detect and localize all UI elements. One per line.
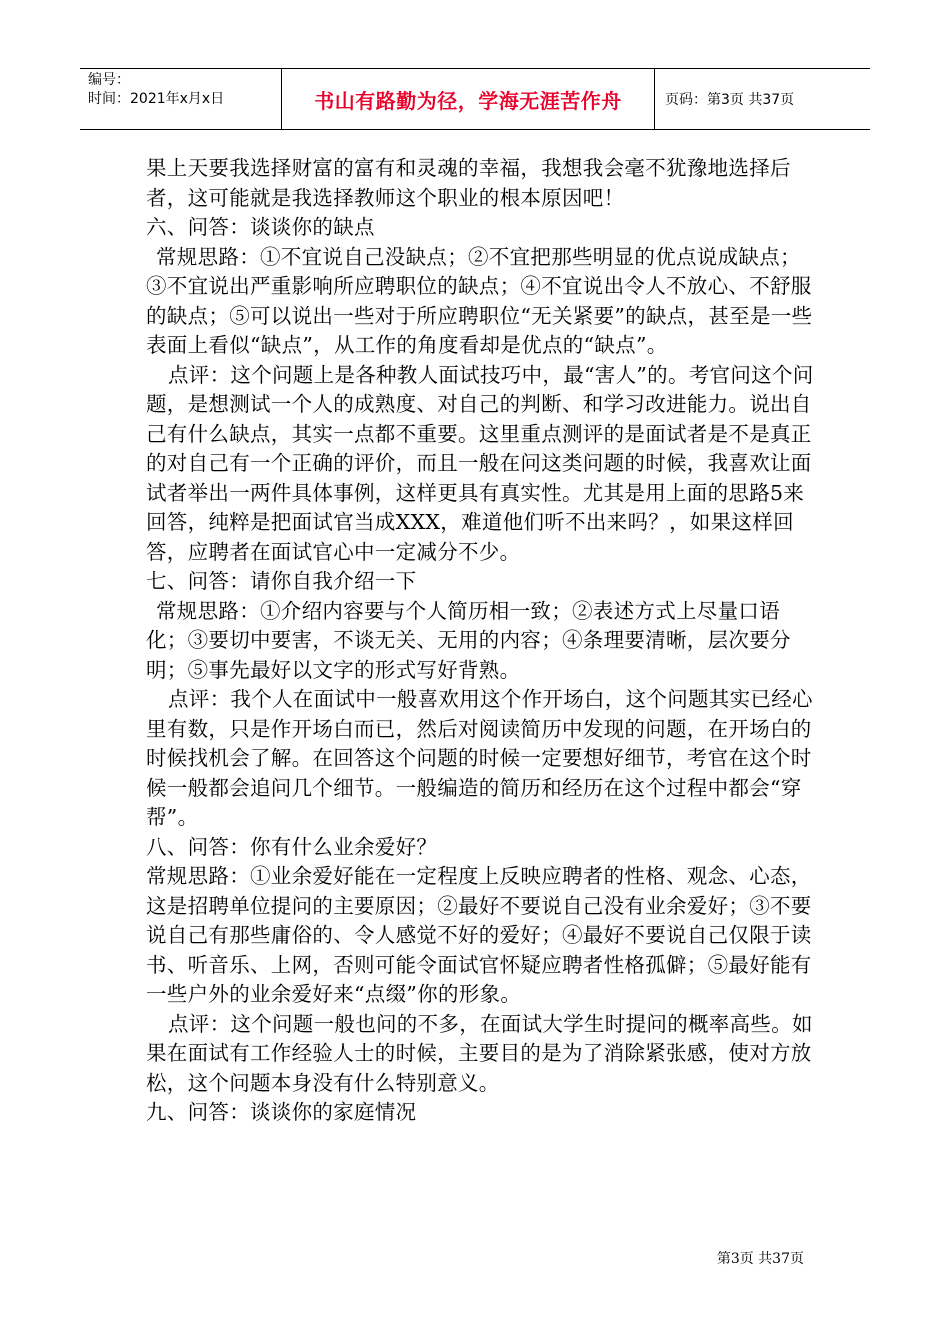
- section-heading: 七、问答：请你自我介绍一下: [146, 569, 417, 593]
- section-heading: 六、问答：谈谈你的缺点: [146, 215, 375, 239]
- time-label: 时间：2021年x月x日: [88, 91, 225, 107]
- paragraph: 常规思路：①不宜说自己没缺点；②不宜把那些明显的优点说成缺点；③不宜说出严重影响所应聘职位的缺点；④不宜说出令人不放心、不舒服的缺点；⑤可以说出一些对于所应聘职位“无关紧要”的缺点，甚至是一些表面上看似“缺点”，从工作的角度看却是优点的“缺点”。: [146, 244, 813, 357]
- paragraph: 常规思路：①介绍内容要与个人简历相一致；②表述方式上尽量口语化；③要切中要害，不谈无关、无用的内容；④条理要清晰，层次要分明；⑤事先最好以文字的形式写好背熟。: [146, 598, 791, 682]
- document-body: [146, 154, 814, 1128]
- number-label: 编号：: [88, 72, 130, 88]
- header-meta: [80, 69, 282, 129]
- paragraph: 点评：这个问题上是各种教人面试技巧中，最“害人”的。考官问这个问题，是想测试一个人的成熟度、对自己的判断、和学习改进能力。说出自己有什么缺点，其实一点都不重要。这里重点测评的是面试者是不是真正的对自己有一个正确的评价，而且一般在问这类问题的时候，我喜欢让面试者举出一两件具体事例，这样更具有真实性。尤其是用上面的思路5来回答，纯粹是把面试官当成XXX，难道他们听不出来吗？，如果这样回答，应聘者在面试官心中一定减分不少。: [146, 362, 814, 564]
- section-heading: 八、问答：你有什么业余爱好？: [146, 834, 438, 859]
- paragraph: 果上天要我选择财富的富有和灵魂的幸福，我想我会毫不犹豫地选择后者，这可能就是我选择教师这个职业的根本原因吧！: [146, 156, 791, 210]
- page-footer: 第3页 共37页: [716, 1251, 804, 1267]
- paragraph: 点评：这个问题一般也问的不多，在面试大学生时提问的概率高些。如果在面试有工作经验人士的时候，主要目的是为了消除紧张感，使对方放松，这个问题本身没有什么特别意义。: [146, 1011, 813, 1095]
- header-motto: 书山有路勤为径，学海无涯苦作舟: [282, 69, 655, 129]
- header-page-info: 页码：第3页 共37页: [665, 92, 795, 108]
- paragraph: 常规思路：①业余爱好能在一定程度上反映应聘者的性格、观念、心态，这是招聘单位提问的主要原因；②最好不要说自己没有业余爱好；③不要说自己有那些庸俗的、令人感觉不好的爱好；④最好不要说自己仅限于读书、听音乐、上网，否则可能令面试官怀疑应聘者性格孤僻；⑤最好能有一些户外的业余爱好来“点缀”你的形象。: [146, 864, 812, 1006]
- section-heading: 九、问答：谈谈你的家庭情况: [146, 1100, 417, 1124]
- page-header: [80, 68, 870, 130]
- paragraph: 点评：我个人在面试中一般喜欢用这个作开场白，这个问题其实已经心里有数，只是作开场白而已，然后对阅读简历中发现的问题，在开场白的时候找机会了解。在回答这个问题的时候一定要想好细节，考官在这个时候一般都会追问几个细节。一般编造的简历和经历在这个过程中都会“穿帮”。: [146, 687, 813, 829]
